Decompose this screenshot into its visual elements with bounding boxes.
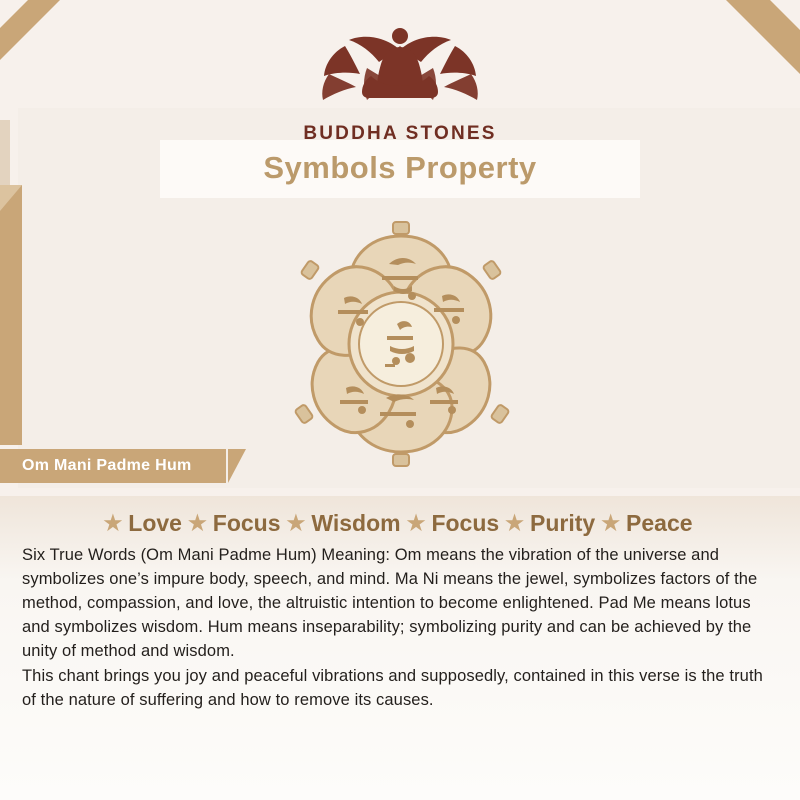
keyword-wisdom: Wisdom xyxy=(311,510,401,536)
brand-name: BUDDHA STONES xyxy=(303,123,497,144)
star-icon: ★ xyxy=(601,512,621,535)
keyword-row xyxy=(0,496,800,537)
keyword-peace: Peace xyxy=(626,510,693,536)
star-icon: ★ xyxy=(505,512,524,535)
star-icon: ★ xyxy=(286,512,306,535)
star-icon: ★ xyxy=(187,512,207,535)
star-icon: ★ xyxy=(406,512,426,535)
edge-decoration-left xyxy=(0,185,22,445)
ribbon-label-text: Om Mani Padme Hum xyxy=(22,457,192,474)
page-title: Symbols Property xyxy=(263,150,537,185)
ribbon-tail-decoration xyxy=(228,449,246,483)
lotus-meditation-figure-icon xyxy=(0,16,800,121)
brand-logo xyxy=(0,16,800,145)
keyword-purity: Purity xyxy=(530,510,596,536)
keyword-love: Love xyxy=(128,510,182,536)
ribbon-label xyxy=(0,449,226,483)
om-mani-padme-hum-lotus-mandala-icon xyxy=(256,212,546,477)
description-paragraph-1: Six True Words (Om Mani Padme Hum) Meaning: Om means the vibration of the universe and symbolizes one’s impure body, speech, and mind. Ma Ni means the jewel, symbolizes factors of the method, compassion, and love, the altruistic intention to become enlightened. Pad Me means lotus and symbolizes wisdom. Hum means inseparability; symbolizing purity and can be achieved by the unity of method and wisdom. xyxy=(22,546,758,661)
description-text xyxy=(22,543,778,713)
edge-decoration-left-notch xyxy=(0,185,22,211)
keyword-focus-2: Focus xyxy=(431,510,500,536)
description-paragraph-2: This chant brings you joy and peaceful vibrations and supposedly, contained in this verse is the truth of the nature of suffering and how to remove its causes. xyxy=(22,667,763,710)
description-section xyxy=(0,496,800,800)
star-icon: ★ xyxy=(103,512,123,535)
keyword-focus-1: Focus xyxy=(212,510,281,536)
